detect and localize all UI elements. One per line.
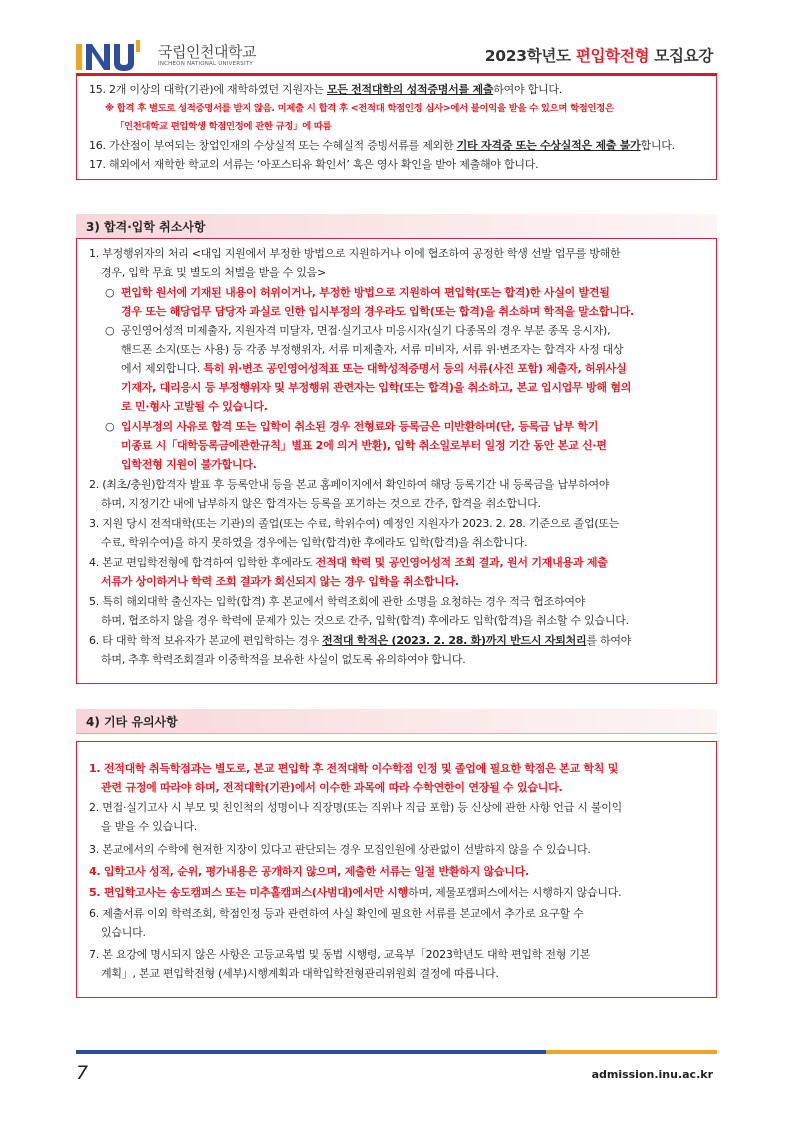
- footer-rule-orange: [546, 1050, 717, 1054]
- note-4: 4. 입학고사 성적, 순위, 평가내용은 공개하지 않으며, 제출한 서류는 일절 반환하지 않습니다.: [89, 865, 529, 878]
- sub-3-line-2: 미종료 시「대학등록금에관한규칙」별표 2에 의거 반환), 입학 취소일로부터 일정 기간 동안 본교 신·편: [121, 439, 607, 452]
- sub-3-line-3: 입학전형 지원이 불가합니다.: [121, 458, 257, 471]
- sub-1-line-1: 편입학 원서에 기재된 내용이 허위이거나, 부정한 방법으로 지원하여 편입학(또는 합격)한 사실이 발견될: [121, 286, 610, 299]
- item-15: 15. 2개 이상의 대학(기관)에 재학하였던 지원자는 모든 전적대학의 성적증명서를 제출하여야 합니다.: [89, 83, 562, 96]
- note-5: 5. 편입학고사는 송도캠퍼스 또는 미추홀캠퍼스(사범대)에서만 시행하며, 제물포캠퍼스에서는 시행하지 않습니다.: [89, 886, 622, 899]
- sub-2-line-1: 공인영어성적 미제출자, 지원자격 미달자, 면접·실기고사 미응시자(실기 다종목의 경우 부분 종목 응시자),: [121, 324, 611, 337]
- sub-3-line-1: 입시부정의 사유로 합격 또는 입학이 취소된 경우 전형료와 등록금은 미반환하며(단, 등록금 납부 학기: [121, 420, 599, 433]
- item-6-line-2: 하며, 추후 학력조회결과 이중학적을 보유한 사실이 없도록 유의하여야 합니다.: [101, 653, 466, 666]
- section-header-cancellation: 3) 합격·입학 취소사항: [76, 214, 717, 239]
- note-6-line-2: 있습니다.: [101, 926, 146, 939]
- item-1-line-2: 경우, 입학 무효 및 별도의 처벌을 받을 수 있음>: [101, 266, 326, 279]
- note-1-line-1: 1. 전적대학 취득학점과는 별도로, 본교 편입학 후 전적대학 이수학점 인정 및 졸업에 필요한 학점은 본교 학칙 및: [89, 762, 619, 775]
- item-3-line-1: 3. 지원 당시 전적대학(또는 기관)의 졸업(또는 수료, 학위수여) 예정인 지원자가 2023. 2. 28. 기준으로 졸업(또는: [89, 517, 620, 530]
- bullet-icon: ○: [105, 324, 115, 337]
- item-16: 16. 가산점이 부여되는 창업인재의 수상실적 또는 수혜실적 증빙서류를 제외한 기타 자격증 또는 수상실적은 제출 불가합니다.: [89, 139, 675, 152]
- bullet-icon: ○: [105, 420, 115, 433]
- item-17: 17. 해외에서 재학한 학교의 서류는 ‘아포스티유 확인서’ 혹은 영사 확인을 받아 제출해야 합니다.: [89, 158, 539, 171]
- other-notes-box: [76, 741, 717, 998]
- logo-english-name: INCHEON NATIONAL UNIVERSITY: [158, 61, 253, 67]
- note-7-line-2: 계획」, 본교 편입학전형 (세부)시행계획과 대학입학전형관리위원회 결정에 따릅니다.: [101, 967, 499, 980]
- item-4-line-2: 서류가 상이하거나 학력 조회 결과가 회신되지 않는 경우 입학을 취소합니다.: [101, 575, 459, 588]
- item-3-line-2: 수료, 학위수여)을 하지 못하였을 경우에는 입학(합격)한 후에라도 입학(합격)을 취소합니다.: [101, 536, 528, 549]
- sub-2-line-4: 기재자, 대리응시 등 부정행위자 및 부정행위 관련자는 입학(또는 합격)을 취소하고, 본교 입시업무 방해 혐의: [121, 381, 632, 394]
- page-number: 7: [76, 1062, 89, 1084]
- requirements-box-continued: [76, 76, 717, 180]
- item-4-line-1: 4. 본교 편입학전형에 합격하여 입학한 후에라도 전적대 학력 및 공인영어성적 조회 결과, 원서 기재내용과 제출: [89, 556, 608, 569]
- sub-1-line-2: 경우 또는 해당업무 담당자 과실로 인한 입시부정의 경우라도 입학(또는 합격)을 취소하며 학적을 말소합니다.: [121, 305, 634, 318]
- logo-korean-name: 국립인천대학교: [158, 43, 256, 61]
- note-1-line-2: 관련 규정에 따라야 하며, 전적대학(기관)에서 이수한 과목에 따라 수학연한이 연장될 수 있습니다.: [101, 781, 563, 794]
- sub-2-line-3: 에서 제외합니다. 특히 위·변조 공인영어성적표 또는 대학성적증명서 등의 서류(사진 포함) 제출자, 허위사실: [121, 362, 627, 375]
- inu-logo-mark: [76, 38, 156, 72]
- item-2-line-1: 2. (최초/충원)합격자 발표 후 등록안내 등을 본교 홈페이지에서 확인하여 해당 등록기간 내 등록금을 납부하여야: [89, 478, 610, 491]
- cancellation-box: [76, 238, 717, 684]
- item-6-line-1: 6. 타 대학 학적 보유자가 본교에 편입학하는 경우 전적대 학적은 (2023. 2. 28. 화)까지 반드시 자퇴처리를 하여야: [89, 634, 632, 647]
- item-5-line-2: 하며, 협조하지 않을 경우 학력에 문제가 있는 것으로 간주, 입학(합격) 후에라도 입학(합격)을 취소할 수 있습니다.: [101, 614, 629, 627]
- section-header-other-notes: 4) 기타 유의사항: [76, 709, 717, 734]
- note-7-line-1: 7. 본 요강에 명시되지 않은 사항은 고등교육법 및 동법 시행령, 교육부「2023학년도 대학 편입학 전형 기본: [89, 948, 591, 961]
- note-6-line-1: 6. 제출서류 이외 학력조회, 학점인정 등과 관련하여 사실 확인에 필요한 서류를 본교에서 추가로 요구할 수: [89, 907, 584, 920]
- item-2-line-2: 하며, 지정기간 내에 납부하지 않은 합격자는 등록을 포기하는 것으로 간주, 합격을 취소합니다.: [101, 497, 541, 510]
- item-1-line-1: 1. 부정행위자의 처리 <대입 지원에서 부정한 방법으로 지원하거나 이에 협조하여 공정한 학생 선발 업무를 방해한: [89, 247, 621, 260]
- note-2-line-1: 2. 면접·실기고사 시 부모 및 친인척의 성명이나 직장명(또는 직위나 직급 포함) 등 신상에 관한 사항 언급 시 불이익: [89, 801, 623, 814]
- sub-2-line-2: 핸드폰 소지(또는 사용) 등 각종 부정행위자, 서류 미제출자, 서류 미비자, 서류 위·변조자는 합격자 사정 대상: [121, 343, 624, 356]
- bullet-icon: ○: [105, 286, 115, 299]
- sub-2-line-5: 로 민·형사 고발될 수 있습니다.: [121, 400, 268, 413]
- note-3: 3. 본교에서의 수학에 현저한 지장이 있다고 판단되는 경우 모집인원에 상관없이 선발하지 않을 수 있습니다.: [89, 843, 591, 856]
- item-5-line-1: 5. 특히 해외대학 출신자는 입학(합격) 후 본교에서 학력조회에 관한 소명을 요청하는 경우 적극 협조하여야: [89, 595, 586, 608]
- title-highlight: 편입학전형: [575, 47, 650, 65]
- footer-website: admission.inu.ac.kr: [591, 1068, 713, 1081]
- note-2-line-2: 을 받을 수 있습니다.: [101, 820, 197, 833]
- footer-rule-blue: [76, 1050, 546, 1054]
- note-line-2: 「인천대학교 편입학생 학점인정에 관한 규정」에 따름: [115, 121, 332, 132]
- note-line-1: ※ 합격 후 별도로 성적증명서를 받지 않음. 미제출 시 합격 후 <전적대 학점인정 심사>에서 불이익을 받을 수 있으며 학점인정은: [105, 103, 614, 114]
- document-title: 2023학년도 편입학전형 모집요강: [484, 47, 713, 65]
